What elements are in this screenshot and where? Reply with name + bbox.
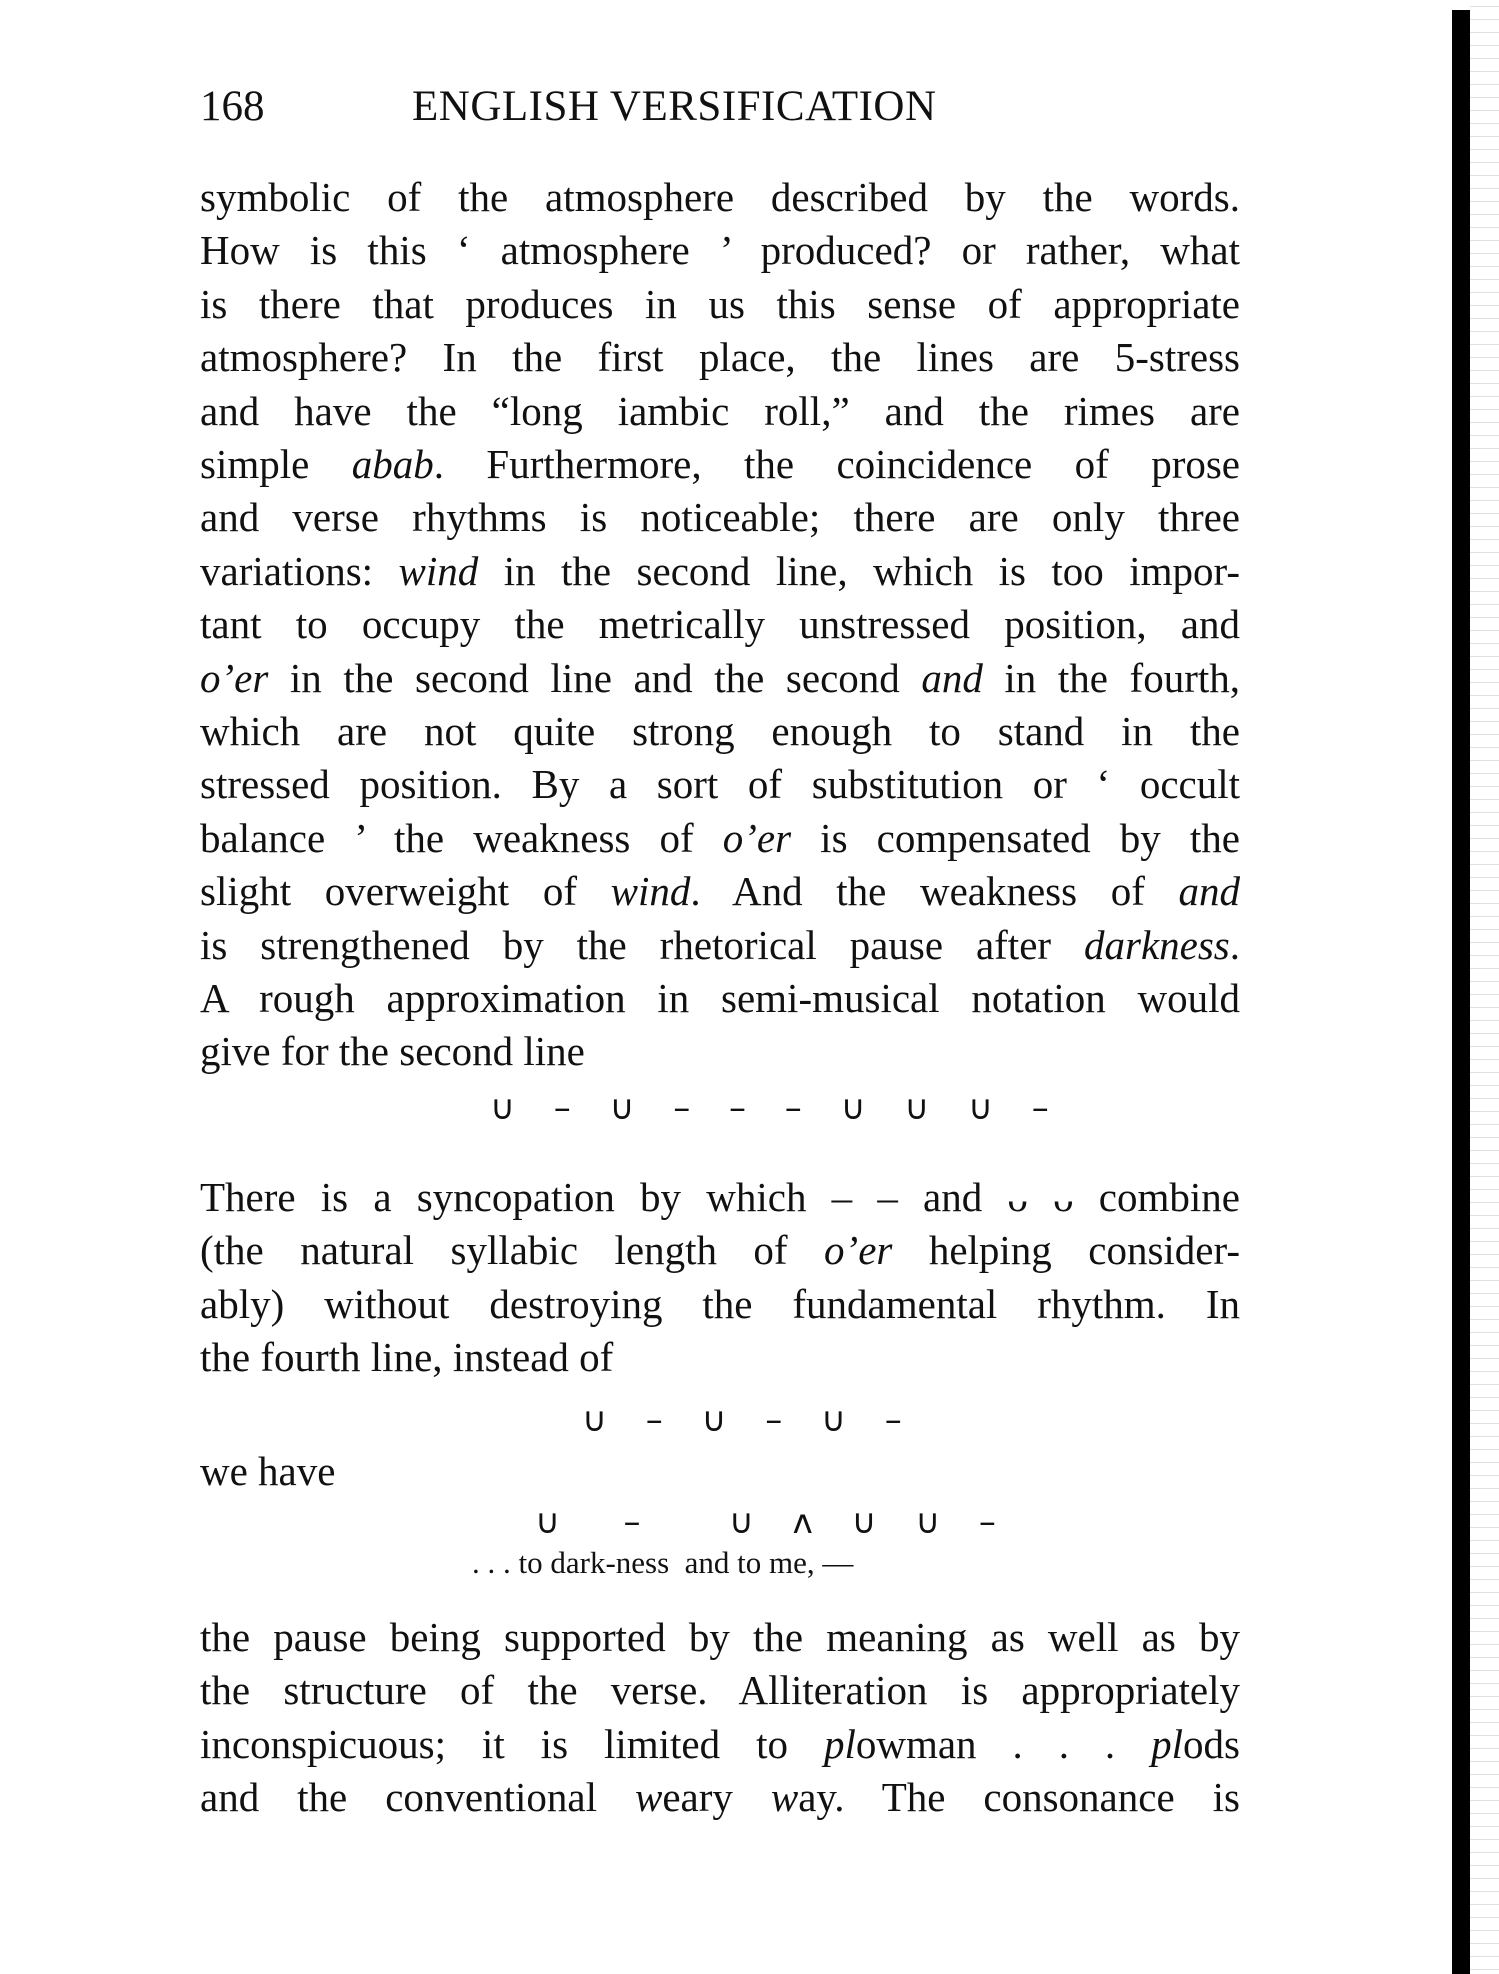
italic-text: darkness (1083, 921, 1230, 968)
text-line (200, 973, 1240, 1023)
italic-text: and (1178, 868, 1240, 915)
text-segment: which are not quite strong enough to stand in the (200, 708, 1240, 754)
text-segment: slight overweight of (200, 868, 611, 915)
text-segment: simple (200, 441, 352, 487)
text-segment: . And the weakness of (690, 868, 1179, 915)
page-number: 168 (200, 83, 265, 130)
text-segment: the pause being supported by the meaning as well as by (200, 1614, 1240, 1660)
text-line (200, 225, 1240, 275)
text-line (200, 332, 1240, 382)
text-line (200, 813, 1240, 863)
italic-text: w (770, 1774, 799, 1821)
italic-text: pl (1151, 1720, 1184, 1767)
text-line (200, 492, 1240, 542)
text-segment: balance ’ the weakness of (200, 814, 723, 861)
text-segment: is compensated by the (791, 814, 1240, 861)
text-segment: tant to occupy the metrically unstressed position, and (200, 601, 1240, 648)
italic-text: o’er (824, 1227, 893, 1274)
text-segment: helping consider- (892, 1227, 1240, 1274)
text-segment: and verse rhythms is noticeable; there are only three (200, 494, 1240, 541)
text-segment: and the conventional (200, 1774, 635, 1821)
italic-text: w (634, 1774, 663, 1821)
text-line (200, 1332, 1240, 1382)
scansion-second-line: ∪ – ∪ – – – ∪ ∪ ∪ – (490, 1088, 1063, 1128)
text-line (200, 546, 1240, 596)
text-segment: variations: (200, 547, 399, 594)
text-line (200, 386, 1240, 436)
text-segment: the fourth line, instead of (200, 1334, 614, 1381)
text-segment: in the second line and the second (268, 654, 922, 701)
text-segment: ods (1183, 1720, 1240, 1767)
text-segment: ay. The consonance is (798, 1774, 1240, 1821)
italic-text: o’er (722, 814, 792, 861)
text-segment: in the fourth, (982, 654, 1240, 701)
text-segment: inconspicuous; it is limited to (200, 1720, 824, 1767)
scansion-caption: . . . to dark-ness and to me, — (472, 1545, 854, 1580)
text-segment: is there that produces in us this sense of appropriate (200, 280, 1240, 327)
page-edge-shadow (1452, 10, 1470, 1974)
italic-text: wind (610, 868, 691, 915)
text-segment: symbolic of the atmosphere described by the words. (200, 174, 1240, 220)
text-segment: and have the “long iambic roll,” and the rimes are (200, 387, 1240, 434)
text-segment: give for the second line (200, 1028, 585, 1075)
text-line (200, 920, 1240, 970)
text-line (200, 1279, 1240, 1329)
text-line (200, 172, 1240, 222)
italic-text: wind (398, 547, 479, 594)
text-line (200, 599, 1240, 649)
text-line (200, 759, 1240, 809)
text-segment: ably) without destroying the fundamental rhythm. In (200, 1280, 1240, 1327)
text-line (200, 439, 1240, 489)
italic-text: o’er (200, 654, 269, 701)
text-segment: stressed position. By a sort of substitution or ‘ occult (200, 761, 1240, 808)
text-segment: . (1229, 921, 1240, 968)
text-line (200, 1446, 1240, 1496)
page-edge (1470, 0, 1499, 1974)
text-segment: we have (200, 1448, 336, 1494)
text-segment: owman . . . (855, 1720, 1152, 1767)
text-line (200, 1612, 1240, 1662)
scansion-fourth-line-expected: ∪ – ∪ – ∪ – (582, 1400, 916, 1440)
text-line (200, 1719, 1240, 1769)
text-line (200, 706, 1240, 756)
text-segment: A rough approximation in semi-musical notation would (200, 975, 1240, 1021)
text-segment: How is this ‘ atmosphere ’ produced? or rather, what (200, 227, 1240, 274)
text-line (200, 1172, 1240, 1222)
italic-text: pl (823, 1720, 856, 1767)
text-line (200, 653, 1240, 703)
text-segment: eary (662, 1774, 771, 1821)
text-line (200, 1026, 1240, 1076)
text-segment: atmosphere? In the first place, the lines are 5-stress (200, 334, 1240, 381)
text-segment: . Furthermore, the coincidence of prose (433, 441, 1240, 487)
text-segment: is strengthened by the rhetorical pause after (200, 921, 1084, 968)
text-line (200, 279, 1240, 329)
text-segment: the structure of the verse. Alliteration is appropriately (200, 1667, 1240, 1714)
scansion-fourth-line-actual: ∪ – ∪ ʌ ∪ ∪ – (535, 1502, 1010, 1542)
italic-text: and (921, 654, 983, 701)
text-line (200, 1772, 1240, 1822)
text-segment: in the second line, which is too impor- (478, 547, 1241, 594)
italic-text: abab (351, 441, 434, 487)
text-line (200, 1665, 1240, 1715)
text-segment: (the natural syllabic length of (200, 1227, 825, 1274)
running-title: ENGLISH VERSIFICATION (412, 83, 937, 130)
text-line (200, 866, 1240, 916)
text-segment: There is a syncopation by which – – and ᴗ ᴗ combine (200, 1174, 1240, 1220)
text-line (200, 1225, 1240, 1275)
